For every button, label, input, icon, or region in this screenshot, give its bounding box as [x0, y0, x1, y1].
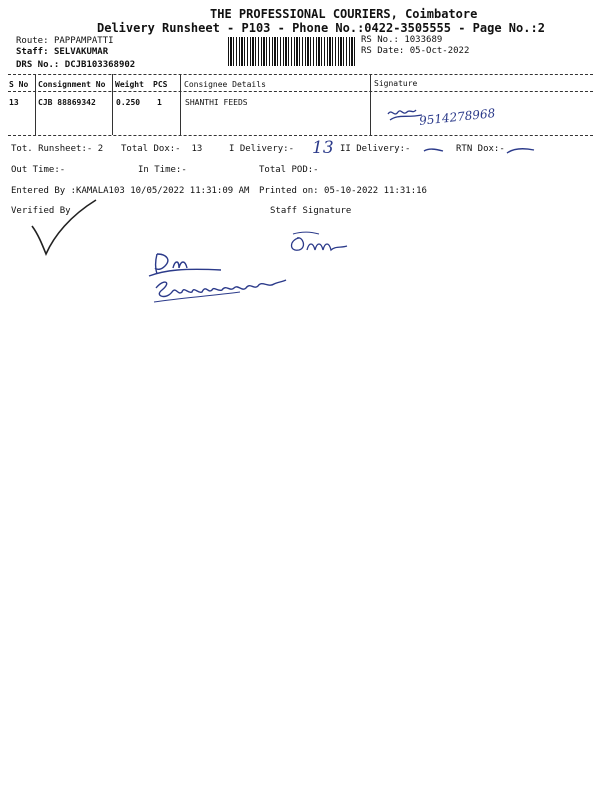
staff-row: [16, 47, 108, 57]
col-divider: [112, 74, 113, 135]
rtn-dox: RTN Dox:-: [456, 144, 505, 154]
printed-on: Printed on: 05-10-2022 11:31:16: [259, 186, 427, 196]
i-delivery-handwritten: 13: [312, 138, 334, 158]
ii-delivery: II Delivery:-: [340, 144, 411, 154]
drs-row: [16, 60, 135, 70]
entered-by: Entered By :KAMALA103 10/05/2022 11:31:09 AM: [11, 186, 250, 196]
col-divider: [370, 74, 371, 135]
route-row: [16, 36, 114, 46]
header-signature: Signature: [374, 79, 418, 88]
i-delivery: I Delivery:-: [229, 144, 295, 154]
staff-label: Staff:: [16, 47, 49, 57]
drs-label: DRS No.:: [16, 60, 60, 70]
header-consignee: Consignee Details: [184, 80, 266, 89]
ii-delivery-dash-mark: [423, 146, 445, 154]
verified-by-label: Verified By: [11, 206, 71, 216]
total-dox: Total Dox:- 13: [121, 144, 203, 154]
route-label: Route:: [16, 36, 49, 46]
col-divider: [35, 74, 36, 135]
table-top-rule: [8, 74, 593, 75]
staff-value: SELVAKUMAR: [53, 47, 109, 57]
table-bottom-rule: [8, 135, 593, 136]
table-header-rule: [8, 91, 593, 92]
company-title: THE PROFESSIONAL COURIERS, Coimbatore: [210, 7, 478, 21]
route-value: PAPPAMPATTI: [53, 36, 114, 46]
verified-tick-signature: [30, 196, 100, 260]
row-consignee: SHANTHI FEEDS: [185, 98, 248, 107]
drs-value: DCJB103368902: [64, 60, 136, 70]
row-pcs: 1: [157, 98, 162, 107]
header-consignment: Consignment No: [38, 80, 106, 89]
barcode-image: [228, 37, 356, 66]
header-sno: S No: [9, 80, 29, 89]
rs-date: RS Date: 05-Oct-2022: [361, 46, 470, 56]
staff-signature-label: Staff Signature: [270, 206, 352, 216]
handwritten-phone: 9514278968: [418, 106, 496, 128]
total-runsheet: Tot. Runsheet:- 2: [11, 144, 104, 154]
staff-name-signature: [150, 276, 290, 310]
header-weight: Weight: [115, 80, 144, 89]
col-divider: [180, 74, 181, 135]
header-pcs: PCS: [153, 80, 168, 89]
in-time: In Time:-: [138, 165, 187, 175]
staff-signature-mark: [285, 228, 351, 258]
rtn-dox-dash-mark: [506, 146, 536, 156]
out-time: Out Time:-: [11, 165, 66, 175]
row-sno: 13: [9, 98, 19, 107]
row-consignment: CJB 88869342: [38, 98, 96, 107]
runsheet-subtitle: Delivery Runsheet - P103 - Phone No.:0422-3505555 - Page No.:2: [97, 21, 545, 35]
total-pod: Total POD:-: [259, 165, 319, 175]
row-weight: 0.250: [116, 98, 141, 107]
rs-number: RS No.: 1033689: [361, 35, 443, 45]
